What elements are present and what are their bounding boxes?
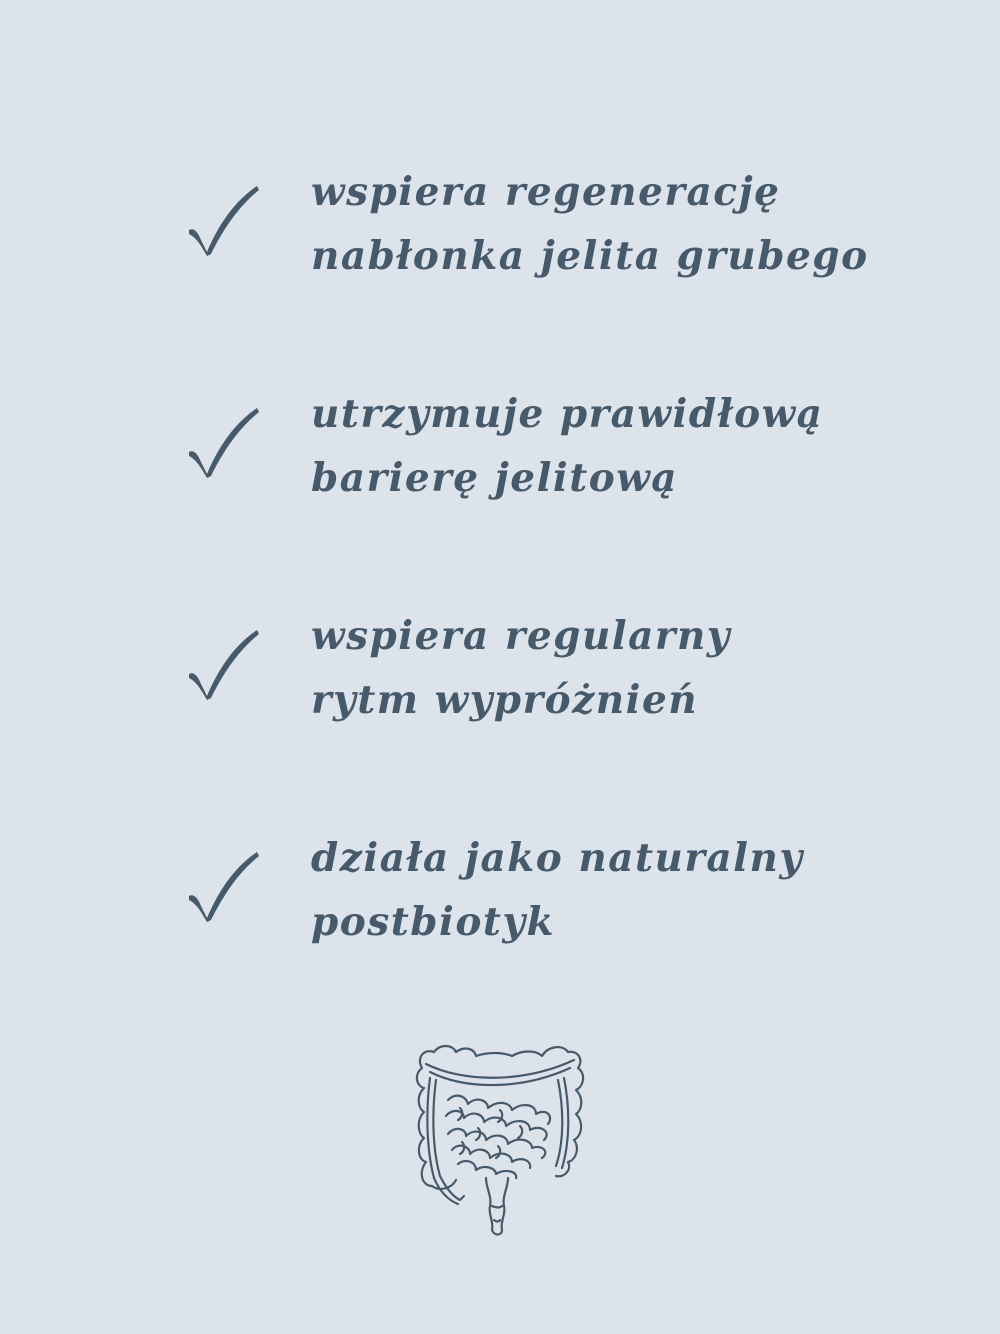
benefit-line-1: wspiera regularny bbox=[311, 613, 731, 659]
benefit-item bbox=[185, 160, 885, 300]
benefit-line-1: działa jako naturalny bbox=[311, 835, 804, 881]
benefit-line-2: rytm wypróżnień bbox=[311, 677, 699, 723]
benefit-text bbox=[311, 826, 804, 954]
benefit-line-2: barierę jelitową bbox=[311, 455, 679, 501]
checkmark-icon bbox=[185, 624, 261, 700]
benefit-line-2: nabłonka jelita grubego bbox=[311, 233, 869, 279]
benefit-text bbox=[311, 382, 823, 510]
benefit-item bbox=[185, 826, 885, 966]
benefit-line-1: wspiera regenerację bbox=[311, 169, 781, 215]
benefit-line-2: postbiotyk bbox=[311, 899, 556, 945]
intestine-icon bbox=[412, 1038, 588, 1238]
benefit-line-1: utrzymuje prawidłową bbox=[311, 391, 824, 437]
benefit-item bbox=[185, 604, 885, 744]
benefit-item bbox=[185, 382, 885, 522]
checkmark-icon bbox=[185, 846, 261, 922]
benefit-text bbox=[311, 160, 869, 288]
benefit-text bbox=[311, 604, 731, 732]
checkmark-icon bbox=[185, 180, 261, 256]
checkmark-icon bbox=[185, 402, 261, 478]
